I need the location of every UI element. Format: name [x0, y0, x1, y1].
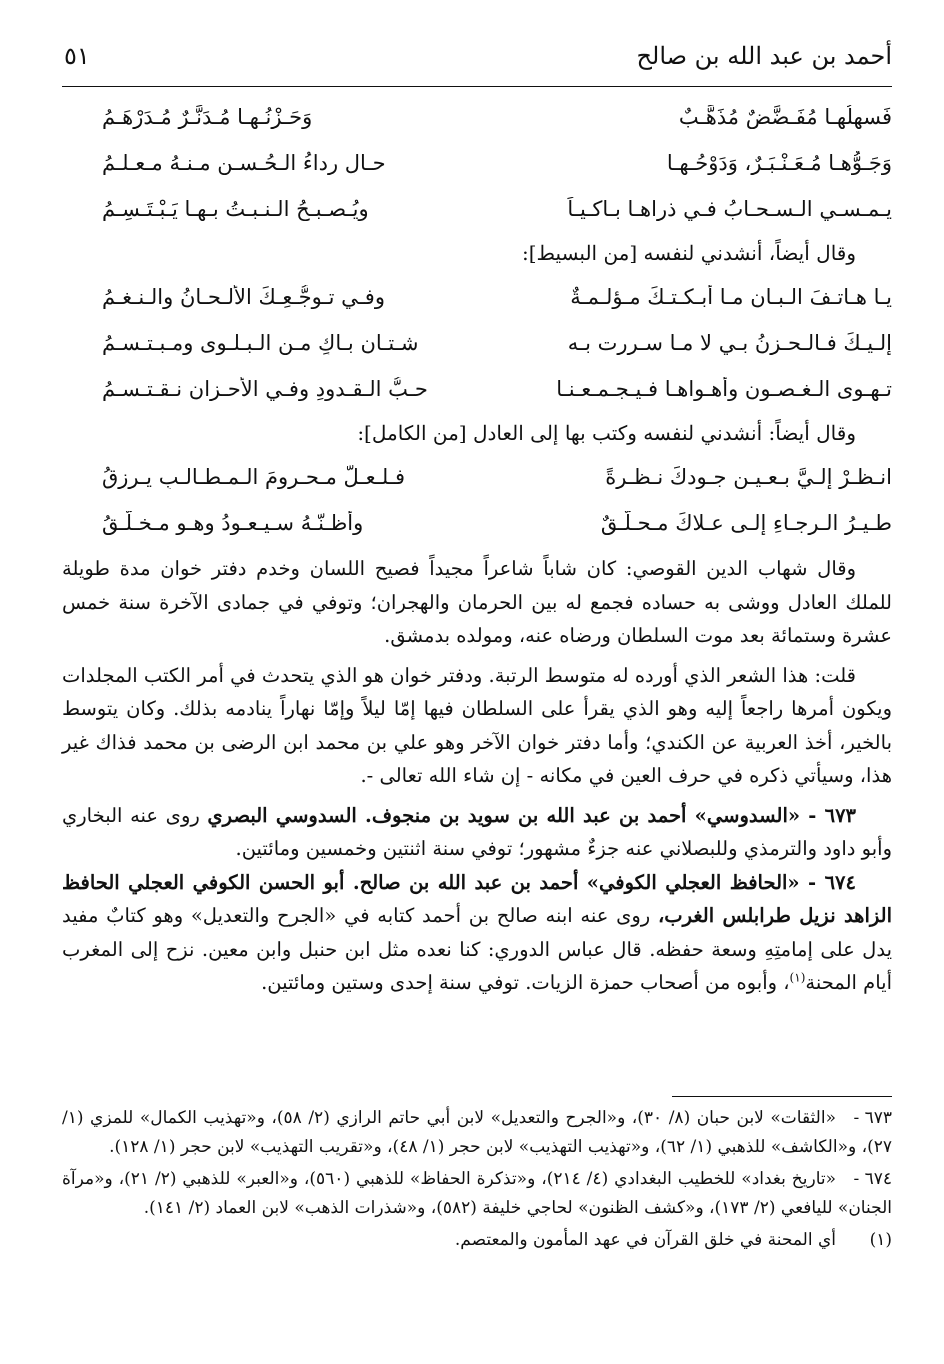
verse-first-hemistich: وَجَـوُّهـا مُـعَـنْـبَـرٌ، وَدَوْحُـهـا — [666, 151, 892, 175]
footnote-reference[interactable]: (١) — [789, 970, 806, 985]
paragraph-qult — [62, 659, 892, 793]
footnote-number: ٦٧٣ - — [853, 1108, 892, 1128]
entry-673-heading: ٦٧٣ - «السدوسي» أحمد بن عبد الله بن سويد بن منجوف. السدوسي البصري — [207, 803, 857, 827]
entry-674-text: روى عنه ابنه صالح بن أحمد كتابه في «الجرح والتعديل» وهو كتابٌ مفيد يدل على إمامتِهِ وسعة حفظه. قال عباس الدوري: كنا نعده مثل ابن حنبل وابن معين. نزح إلى المغرب أيام المحنة — [62, 904, 892, 994]
footnote-item — [62, 1104, 892, 1161]
paragraph-qusi — [62, 552, 892, 653]
footnote-item — [62, 1226, 892, 1255]
footnote-number: (١) — [869, 1230, 892, 1250]
entry-673-text: روى عنه البخاري وأبو داود والترمذي وللبصلاني عنه جزءٌ مشهور؛ توفي سنة اثنتين وخمسين ومائتين. — [62, 803, 892, 860]
footnote-separator — [672, 1096, 892, 1097]
running-title: أحمد بن عبد الله بن صالح — [636, 42, 892, 70]
entry-674-text-end: ، وأبوه من أصحاب حمزة الزيات. توفي سنة إحدى وستين ومائتين. — [261, 971, 790, 994]
page-number: ٥١ — [64, 42, 90, 70]
verse — [62, 274, 892, 320]
footnote-item — [62, 1165, 892, 1222]
header-rule — [62, 86, 892, 87]
entry-673 — [62, 799, 892, 866]
verse-second-hemistich: وأظـنّـهُ سـيـعـودُ وهـو مـخـلَّـقُ — [102, 511, 364, 535]
poem-1 — [62, 94, 892, 232]
poem-3-intro: وقال أيضاً: أنشدني لنفسه وكتب بها إلى العادل [من الكامل]: — [357, 421, 856, 445]
paragraph-text: وقال شهاب الدين القوصي: كان شاباً شاعراً مجيداً فصيح اللسان وخدم دفتر خوان مدة طويلة للملك العادل ووشى به حساده فجمع له بين الحرمان والهجران؛ وتوفي في جمادى الآخرة سنة خمس عشرة وستمائة بعد موت السلطان ورضاه عنه، ومولده بدمشق. — [62, 557, 892, 647]
verse-second-hemistich: وفـي تـوجُّـعِـكَ الألـحـانُ والـنـغـمُ — [102, 285, 385, 309]
verse — [62, 454, 892, 500]
paragraph-text: قلت: هذا الشعر الذي أورده له متوسط الرتبة. ودفتر خوان هو الذي يتحدث في أمر الكتب المجلدات ويكون أمرها راجعاً إليه وهو الذي يقرأ على السلطان فيها إمّا ليلاً وإمّا نهاراً ينادمه بذلك. وكان يتوسط بالخير، أخذ العربية عن الكندي؛ وأما دفتر خوان الآخر وهو علي بن محمد ابن الرضى بن محمد فذاك غير هذا، وسيأتي ذكره في حرف العين في مكانه - إن شاء الله تعالى -. — [62, 663, 892, 787]
verse-second-hemistich: ويُـصـبـحُ الـنـبـتُ بـهـا يَـبْـتَـسِـمُ — [102, 197, 369, 221]
verse-second-hemistich: حـالِ رداءُ الـحُـسـنِ مـنـهُ مـعـلـمُ — [102, 151, 386, 175]
footnote-text: أي المحنة في خلق القرآن في عهد المأمون والمعتصم. — [454, 1230, 836, 1250]
verse — [62, 94, 892, 140]
poem-2 — [62, 274, 892, 412]
verse-second-hemistich: حـبُّ الـقـدودِ وفـي الأحـزان نـقـتـسـمُ — [102, 377, 428, 401]
footnote-number: ٦٧٤ - — [853, 1169, 893, 1189]
entry-674-heading: ٦٧٤ - «الحافظ العجلي الكوفي» أحمد بن عبد الله بن صالح. أبو الحسن الكوفي العجلي الحافظ الزاهد نزيل طرابلس الغرب، — [62, 870, 892, 927]
verse-second-hemistich: شـتـان بـاكٍ مـن الـبـلـوى ومـبـتـسـمُ — [102, 331, 419, 355]
verse — [62, 500, 892, 546]
verse-first-hemistich: تـهـوى الـغـصـون وأهـواهـا فـيـجـمـعـنـا — [556, 377, 892, 401]
page-body — [62, 94, 892, 1000]
poem-2-intro: وقال أيضاً، أنشدني لنفسه [من البسيط]: — [522, 241, 856, 265]
footnote-text: «تاريخ بغداد» للخطيب البغدادي (٤/ ٢١٤)، و«تذكرة الحفاظ» للذهبي (٥٦٠)، و«العبر» للذهبي (٢/ ٢١)، و«مرآة الجنان» لليافعي (٢/ ١٧٣)، و«كشف الظنون» لحاجي خليفة (٥٨٢)، و«شذرات الذهب» لابن العماد (٢/ ١٤١). — [62, 1169, 892, 1218]
footnote-text: «الثقات» لابن حبان (٨/ ٣٠)، و«الجرح والتعديل» لابن أبي حاتم الرازي (٢/ ٥٨)، و«تهذيب الكمال» للمزي (١/ ٢٧)، و«الكاشف» للذهبي (١/ ٦٢)، و«تهذيب التهذيب» لابن حجر (١/ ٤٨)، و«تقريب التهذيب» لابن حجر (١/ ١٢٨). — [62, 1108, 892, 1157]
poem-3 — [62, 454, 892, 546]
verse-first-hemistich: إلـيـكَ فـالـحـزنُ بـي لا مـا سـررت بـه — [567, 331, 892, 355]
verse — [62, 320, 892, 366]
verse-first-hemistich: فَسهلُهـا مُفَـضَّضٌ مُذَهَّـبٌ — [678, 105, 892, 129]
verse-first-hemistich: انـظـرْ إلـيَّ بـعـيـنِ جـودكَ نـظـرةً — [605, 465, 892, 489]
verse — [62, 140, 892, 186]
verse — [62, 186, 892, 232]
entry-674 — [62, 866, 892, 1000]
footnotes — [62, 1104, 892, 1255]
verse — [62, 366, 892, 412]
verse-first-hemistich: يـمـسـي الـسـحـابُ فـي ذراهـا بـاكـيـاً — [567, 197, 892, 221]
verse-first-hemistich: يـا هـاتـفَ الـبـانِ مـا أبـكـتـكَ مـؤلـمـةٌ — [570, 285, 892, 309]
verse-second-hemistich: وَحَـزْنُـهـا مُـدَنَّـرٌ مُـدَرْهَـمُ — [102, 105, 313, 129]
verse-second-hemistich: فـلـعـلَّ مـحـرومَ الـمـطـالـبِ يـرزقُ — [102, 465, 405, 489]
verse-first-hemistich: طـيـرُ الـرجـاءِ إلـى عـلاكَ مـحـلّـقٌ — [600, 511, 892, 535]
